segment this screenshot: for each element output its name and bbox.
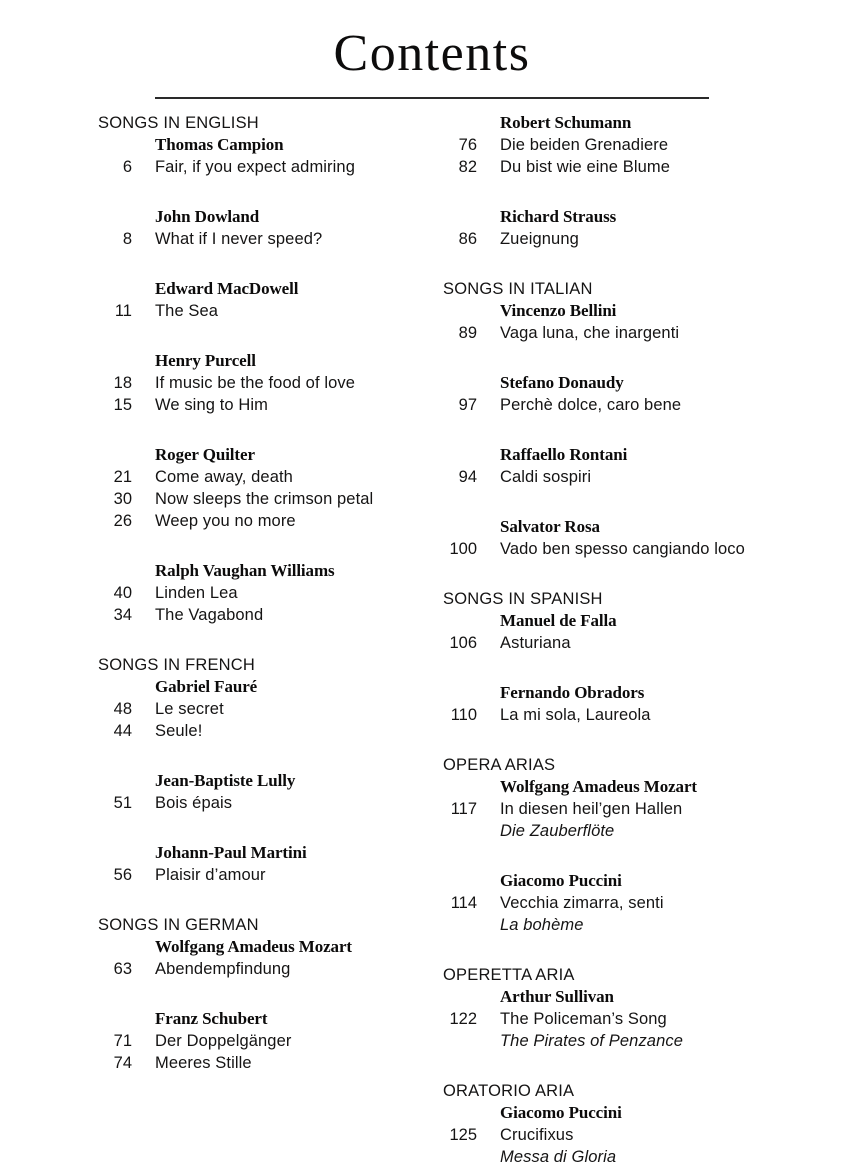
- composer-name: Thomas Campion: [155, 135, 284, 154]
- composer-name: Edward MacDowell: [155, 279, 299, 298]
- entry-page-number: 76: [458, 136, 477, 154]
- contents-entry: [98, 958, 443, 980]
- contents-entry: [98, 582, 443, 604]
- entry-page-number: 89: [458, 324, 477, 342]
- entry-title: Seule!: [155, 722, 203, 740]
- composer-name: Robert Schumann: [500, 113, 632, 132]
- contents-column-left: [98, 112, 443, 1074]
- page-title: Contents: [333, 25, 531, 82]
- composer-name: Arthur Sullivan: [500, 987, 614, 1006]
- entry-title: Asturiana: [500, 634, 571, 652]
- entry-page-number: 122: [449, 1010, 477, 1028]
- composer-name: Giacomo Puccini: [500, 871, 622, 890]
- entry-page-number: 100: [449, 540, 477, 558]
- contents-entry: [443, 538, 788, 560]
- contents-entry: [443, 322, 788, 344]
- section-category-header: OPERETTA ARIA: [443, 966, 575, 984]
- entry-work-title: The Pirates of Penzance: [500, 1032, 683, 1050]
- title-divider: [155, 97, 709, 99]
- entry-page-number: 6: [122, 158, 132, 176]
- entry-title: Perchè dolce, caro bene: [500, 396, 682, 414]
- entry-title: Vecchia zimarra, senti: [500, 894, 664, 912]
- composer-name: Wolfgang Amadeus Mozart: [500, 777, 697, 796]
- entry-page-number: 82: [458, 158, 477, 176]
- contents-entry: [98, 394, 443, 416]
- entry-page-number: 106: [449, 634, 477, 652]
- entry-page-number: 8: [122, 230, 132, 248]
- entry-title: Meeres Stille: [155, 1054, 252, 1072]
- composer-name: Stefano Donaudy: [500, 373, 624, 392]
- entry-title: Vaga luna, che inargenti: [500, 324, 680, 342]
- contents-entry: [98, 300, 443, 322]
- contents-entry: [98, 698, 443, 720]
- entry-title: Plaisir d’amour: [155, 866, 266, 884]
- entry-page-number: 40: [113, 584, 132, 602]
- composer-name: Roger Quilter: [155, 445, 255, 464]
- entry-page-number: 71: [113, 1032, 132, 1050]
- contents-entry: [98, 466, 443, 488]
- composer-name: Gabriel Fauré: [155, 677, 258, 696]
- composer-name: Henry Purcell: [155, 351, 256, 370]
- entry-title: Come away, death: [155, 468, 293, 486]
- contents-entry: [443, 394, 788, 416]
- entry-page-number: 114: [450, 894, 477, 912]
- contents-entry: [98, 864, 443, 886]
- composer-name: Jean-Baptiste Lully: [155, 771, 296, 790]
- entry-title: Zueignung: [500, 230, 579, 248]
- entry-title: Weep you no more: [155, 512, 296, 530]
- entry-page-number: 125: [449, 1126, 477, 1144]
- composer-name: John Dowland: [155, 207, 260, 226]
- section-category-header: SONGS IN ENGLISH: [98, 114, 259, 132]
- composer-name: Richard Strauss: [500, 207, 617, 226]
- composer-name: Wolfgang Amadeus Mozart: [155, 937, 352, 956]
- composer-name: Giacomo Puccini: [500, 1103, 622, 1122]
- entry-title: Linden Lea: [155, 584, 238, 602]
- contents-entry: [98, 792, 443, 814]
- contents-entry: [443, 632, 788, 654]
- composer-name: Salvator Rosa: [500, 517, 600, 536]
- entry-page-number: 26: [113, 512, 132, 530]
- contents-entry: [443, 798, 788, 820]
- entry-title: Abendempfindung: [155, 960, 291, 978]
- entry-page-number: 97: [458, 396, 477, 414]
- section-category-header: SONGS IN ITALIAN: [443, 280, 593, 298]
- entry-page-number: 117: [450, 800, 477, 818]
- entry-page-number: 15: [113, 396, 132, 414]
- entry-page-number: 86: [458, 230, 477, 248]
- composer-name: Fernando Obradors: [500, 683, 645, 702]
- entry-title: The Sea: [155, 302, 219, 320]
- entry-page-number: 44: [113, 722, 132, 740]
- entry-work-title: La bohème: [500, 916, 584, 934]
- contents-entry: [98, 1030, 443, 1052]
- contents-entry: [98, 1052, 443, 1074]
- composer-name: Manuel de Falla: [500, 611, 617, 630]
- entry-title: In diesen heil’gen Hallen: [500, 800, 683, 818]
- entry-title: Der Doppelgänger: [155, 1032, 292, 1050]
- contents-entry: [98, 720, 443, 742]
- contents-entry: [98, 604, 443, 626]
- entry-title: Du bist wie eine Blume: [500, 158, 671, 176]
- contents-entry: [443, 134, 788, 156]
- entry-title: We sing to Him: [155, 396, 268, 414]
- contents-entry: [98, 228, 443, 250]
- contents-entry: [443, 892, 788, 914]
- entry-title: If music be the food of love: [155, 374, 355, 392]
- entry-work-title: Die Zauberflöte: [500, 822, 615, 840]
- entry-title: Fair, if you expect admiring: [155, 158, 355, 176]
- entry-page-number: 56: [113, 866, 132, 884]
- entry-work-title: Messa di Gloria: [500, 1148, 617, 1166]
- entry-title: Vado ben spesso cangiando loco: [500, 540, 745, 558]
- composer-name: Ralph Vaughan Williams: [155, 561, 335, 580]
- entry-page-number: 34: [113, 606, 132, 624]
- entry-title: Die beiden Grenadiere: [500, 136, 669, 154]
- entry-page-number: 11: [114, 302, 132, 320]
- section-category-header: SONGS IN GERMAN: [98, 916, 259, 934]
- entry-page-number: 51: [113, 794, 132, 812]
- entry-title: Now sleeps the crimson petal: [155, 490, 374, 508]
- contents-entry: [443, 156, 788, 178]
- entry-page-number: 30: [113, 490, 132, 508]
- entry-page-number: 110: [450, 706, 477, 724]
- entry-page-number: 48: [113, 700, 132, 718]
- contents-entry: [443, 1124, 788, 1146]
- contents-columns: [0, 112, 864, 1168]
- section-category-header: SONGS IN FRENCH: [98, 656, 256, 674]
- contents-entry: [98, 488, 443, 510]
- entry-page-number: 21: [113, 468, 132, 486]
- entry-title: Le secret: [155, 700, 224, 718]
- entry-title: Bois épais: [155, 794, 233, 812]
- composer-name: Vincenzo Bellini: [500, 301, 617, 320]
- section-category-header: ORATORIO ARIA: [443, 1082, 575, 1100]
- contents-column-right: [443, 112, 788, 1168]
- contents-entry: [443, 1008, 788, 1030]
- entry-page-number: 18: [113, 374, 132, 392]
- contents-entry: [443, 704, 788, 726]
- contents-entry: [443, 228, 788, 250]
- entry-page-number: 94: [458, 468, 477, 486]
- entry-title: The Vagabond: [155, 606, 264, 624]
- contents-entry: [98, 372, 443, 394]
- section-category-header: SONGS IN SPANISH: [443, 590, 603, 608]
- composer-name: Johann-Paul Martini: [155, 843, 307, 862]
- contents-entry: [98, 156, 443, 178]
- entry-page-number: 74: [113, 1054, 132, 1072]
- entry-title: La mi sola, Laureola: [500, 706, 651, 724]
- entry-title: Caldi sospiri: [500, 468, 592, 486]
- entry-title: The Policeman’s Song: [500, 1010, 667, 1028]
- contents-entry: [98, 510, 443, 532]
- composer-name: Raffaello Rontani: [500, 445, 628, 464]
- contents-entry: [443, 466, 788, 488]
- entry-page-number: 63: [113, 960, 132, 978]
- entry-title: Crucifixus: [500, 1126, 574, 1144]
- composer-name: Franz Schubert: [155, 1009, 268, 1028]
- entry-title: What if I never speed?: [155, 230, 323, 248]
- section-category-header: OPERA ARIAS: [443, 756, 556, 774]
